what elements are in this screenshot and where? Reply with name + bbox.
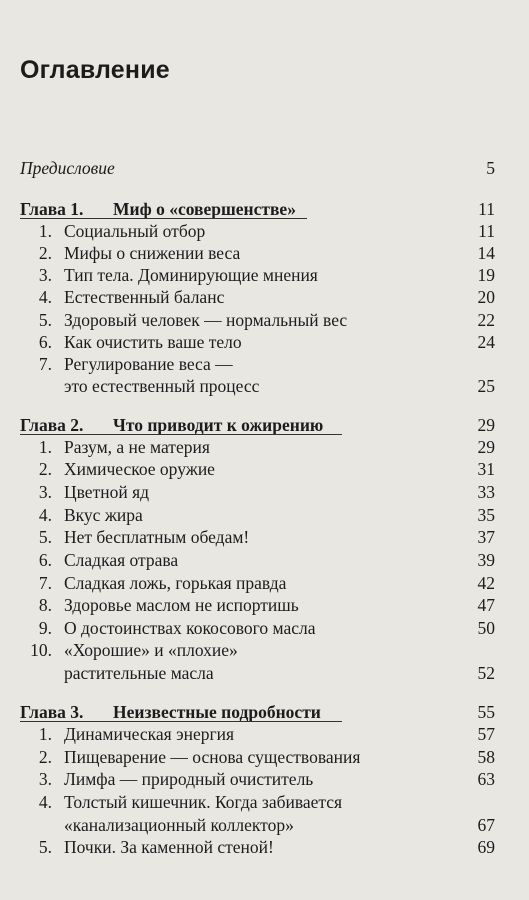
preface-label: Предисловие (20, 158, 115, 178)
chapter-underline (20, 218, 307, 219)
item-page: 31 (477, 459, 495, 479)
toc-item[interactable] (0, 481, 529, 503)
item-page: 20 (477, 287, 495, 307)
item-page: 39 (477, 550, 495, 570)
item-number: 3. (38, 482, 52, 502)
item-page: 14 (477, 243, 495, 263)
toc-item[interactable] (0, 264, 529, 286)
item-page: 37 (477, 527, 495, 547)
chapter-page: 29 (477, 415, 495, 435)
item-page: 22 (477, 310, 495, 330)
item-title: Разум, а не материя (64, 437, 210, 457)
item-number: 9. (38, 618, 52, 638)
chapter-page: 55 (477, 702, 495, 722)
toc-item-continued[interactable] (0, 814, 529, 836)
item-title: Лимфа — природный очиститель (64, 769, 314, 789)
item-number: 6. (38, 332, 52, 352)
page-title: Оглавление (20, 56, 170, 84)
item-number: 1. (38, 724, 52, 744)
item-page: 33 (477, 482, 495, 502)
item-title: Как очистить ваше тело (64, 332, 242, 352)
toc-item[interactable] (0, 436, 529, 458)
item-page: 58 (477, 747, 495, 767)
toc-item[interactable] (0, 309, 529, 331)
item-title: Нет бесплатным обедам! (64, 527, 250, 547)
toc-item[interactable] (0, 526, 529, 548)
item-title: Здоровье маслом не испортишь (64, 595, 299, 615)
toc-item[interactable] (0, 617, 529, 639)
toc-item[interactable] (0, 746, 529, 768)
item-page: 47 (477, 595, 495, 615)
item-number: 10. (30, 640, 52, 660)
chapter-number: Глава 2. (20, 415, 84, 435)
item-number: 3. (38, 769, 52, 789)
item-title: Цветной яд (64, 482, 150, 502)
item-title-line2: «канализационный коллектор» (64, 815, 294, 835)
item-number: 4. (38, 505, 52, 525)
item-title: Регулирование веса — (64, 354, 233, 374)
toc-item[interactable] (0, 458, 529, 480)
item-title: Сладкая ложь, горькая правда (64, 573, 287, 593)
item-page: 24 (477, 332, 495, 352)
item-title: Вкус жира (64, 505, 143, 525)
toc-chapter-1[interactable] (0, 198, 529, 220)
item-number: 8. (38, 595, 52, 615)
toc-item-continued[interactable] (0, 375, 529, 397)
toc-chapter-2[interactable] (0, 414, 529, 436)
item-number: 7. (38, 573, 52, 593)
item-number: 4. (38, 287, 52, 307)
chapter-number: Глава 3. (20, 702, 84, 722)
item-number: 1. (38, 221, 52, 241)
item-title: Пищеварение — основа существования (64, 747, 361, 767)
toc-item[interactable] (0, 353, 529, 375)
toc-item[interactable] (0, 286, 529, 308)
toc-item[interactable] (0, 220, 529, 242)
item-title-line2: это естественный процесс (64, 376, 260, 396)
toc-item[interactable] (0, 639, 529, 661)
item-title: Здоровый человек — нормальный вес (64, 310, 348, 330)
chapter-page: 11 (478, 199, 495, 219)
toc-item[interactable] (0, 331, 529, 353)
item-page: 57 (477, 724, 495, 744)
item-page: 67 (477, 815, 495, 835)
item-page: 11 (478, 221, 495, 241)
item-number: 7. (38, 354, 52, 374)
toc-item[interactable] (0, 791, 529, 813)
item-number: 3. (38, 265, 52, 285)
item-title: Естественный баланс (64, 287, 225, 307)
item-number: 4. (38, 792, 52, 812)
toc-item[interactable] (0, 242, 529, 264)
toc-item[interactable] (0, 549, 529, 571)
item-page: 19 (477, 265, 495, 285)
toc-item[interactable] (0, 836, 529, 858)
item-number: 6. (38, 550, 52, 570)
item-page: 35 (477, 505, 495, 525)
item-number: 2. (38, 459, 52, 479)
item-title: Мифы о снижении веса (64, 243, 241, 263)
item-title: Динамическая энергия (64, 724, 235, 744)
chapter-underline (20, 434, 342, 435)
item-title: Почки. За каменной стеной! (64, 837, 274, 857)
item-title-line2: растительные масла (64, 663, 214, 683)
item-title: Толстый кишечник. Когда забивается (64, 792, 343, 812)
chapter-number: Глава 1. (20, 199, 84, 219)
item-title: Тип тела. Доминирующие мнения (64, 265, 318, 285)
chapter-title: Неизвестные подробности (113, 702, 321, 722)
toc-chapter-3[interactable] (0, 701, 529, 723)
toc-preface[interactable] (0, 157, 529, 179)
item-title: Социальный отбор (64, 221, 206, 241)
item-page: 69 (477, 837, 495, 857)
toc-item[interactable] (0, 723, 529, 745)
item-number: 2. (38, 747, 52, 767)
item-title: О достоинствах кокосового масла (64, 618, 316, 638)
toc-item-continued[interactable] (0, 662, 529, 684)
chapter-underline (20, 721, 342, 722)
toc-item[interactable] (0, 504, 529, 526)
item-page: 50 (477, 618, 495, 638)
item-number: 5. (38, 527, 52, 547)
item-page: 29 (477, 437, 495, 457)
chapter-title: Что приводит к ожирению (113, 415, 324, 435)
item-number: 5. (38, 837, 52, 857)
preface-page: 5 (486, 158, 495, 178)
item-title: «Хорошие» и «плохие» (64, 640, 238, 660)
item-page: 25 (477, 376, 495, 396)
item-title: Сладкая отрава (64, 550, 179, 570)
toc-item[interactable] (0, 768, 529, 790)
item-page: 42 (477, 573, 495, 593)
item-page: 52 (477, 663, 495, 683)
toc-item[interactable] (0, 594, 529, 616)
item-number: 1. (38, 437, 52, 457)
item-number: 2. (38, 243, 52, 263)
toc-item[interactable] (0, 572, 529, 594)
item-title: Химическое оружие (64, 459, 215, 479)
chapter-title: Миф о «совершенстве» (113, 199, 296, 219)
item-number: 5. (38, 310, 52, 330)
item-page: 63 (477, 769, 495, 789)
